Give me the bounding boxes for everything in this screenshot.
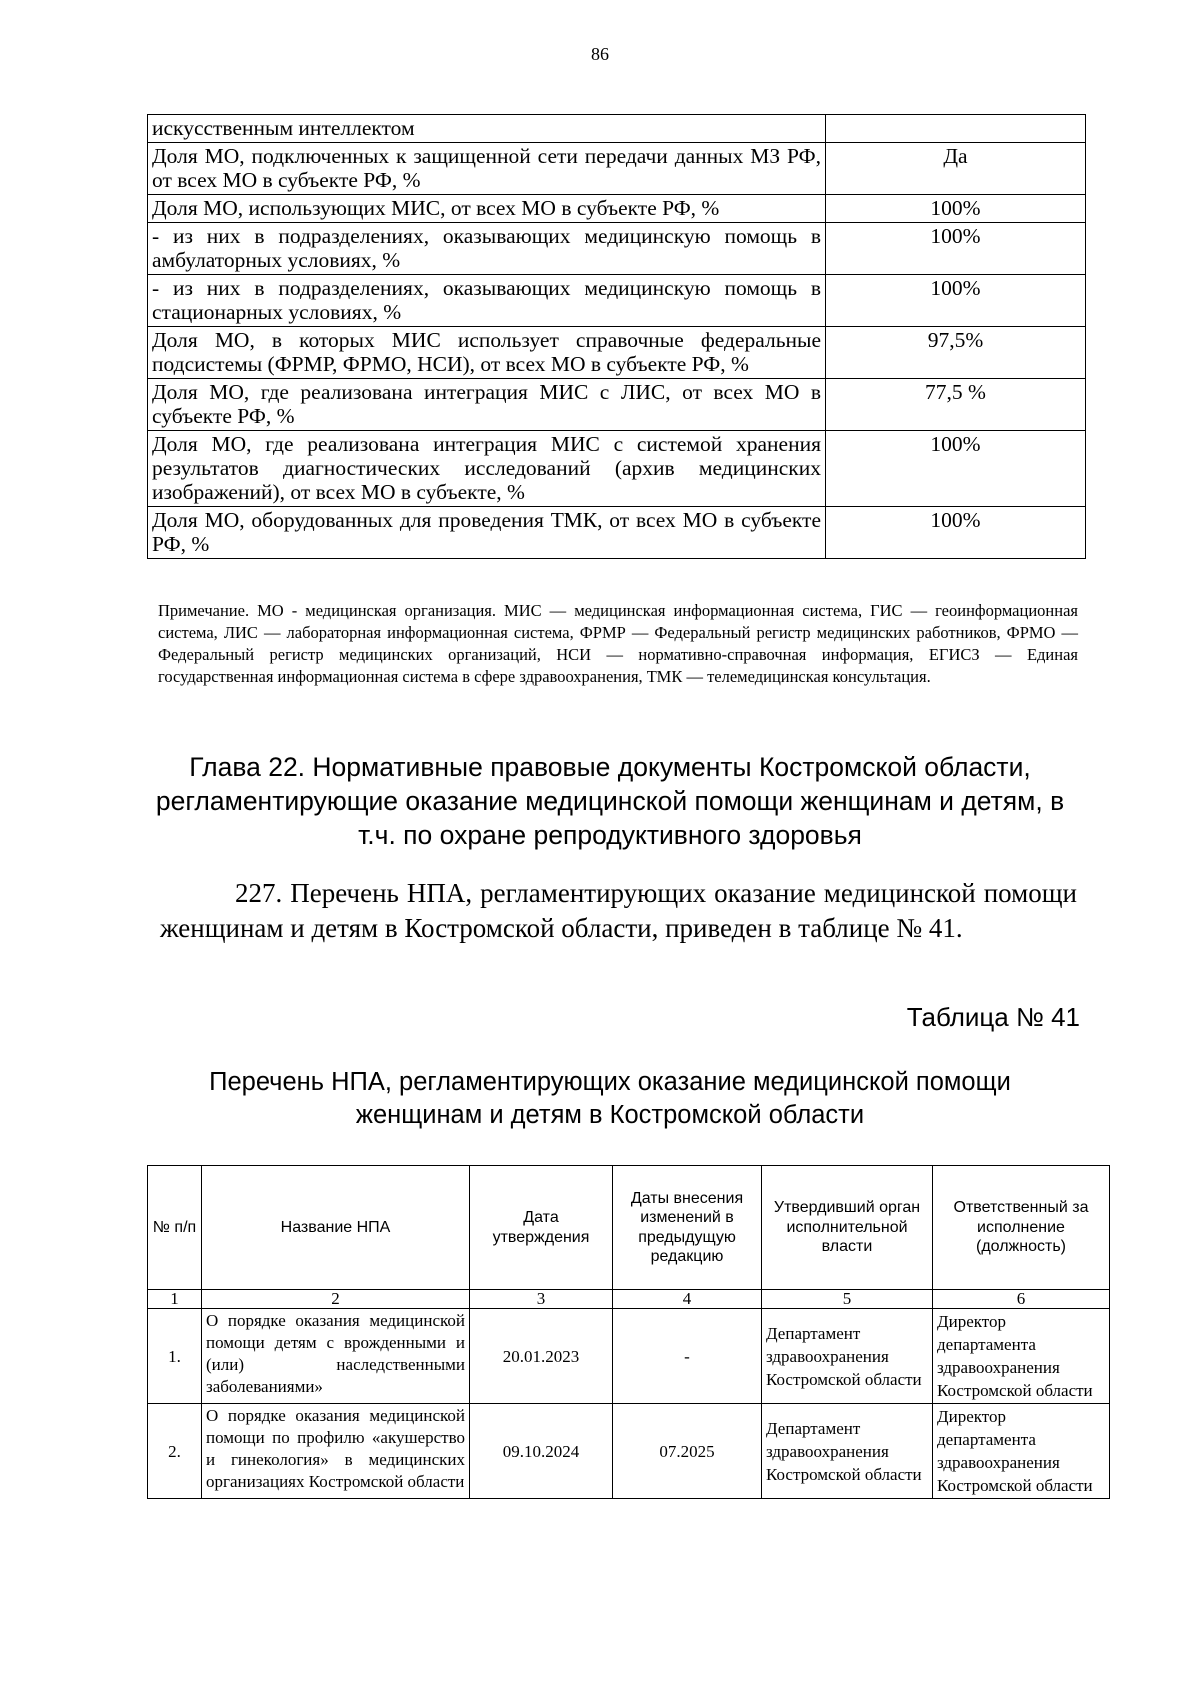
indicator-name: Доля МО, в которых МИС использует справочные федеральные подсистемы (ФРМР, ФРМО, НСИ), от всех МО в субъекте РФ, % [148,327,826,379]
indicator-row [148,431,1086,507]
indicator-row [148,327,1086,379]
indicator-row [148,143,1086,195]
header-row [148,1166,1110,1290]
table-row [148,1404,1110,1499]
indicator-row [148,223,1086,275]
page-number: 86 [591,44,609,64]
indicator-value: 100% [826,431,1086,507]
column-number: 3 [470,1290,613,1309]
indicator-row [148,195,1086,223]
npa-table [147,1165,1110,1499]
indicator-value: 100% [826,223,1086,275]
indicator-name: искусственным интеллектом [148,115,826,143]
indicator-value: 100% [826,507,1086,559]
indicator-name: Доля МО, где реализована интеграция МИС с системой хранения результатов диагностических исследований (архив медицинских изображений), от всех МО в субъекте, % [148,431,826,507]
table-row [148,1309,1110,1404]
chapter-title [150,750,1070,852]
indicator-row [148,379,1086,431]
header-cell-number: № п/п [148,1166,202,1290]
indicator-row [148,275,1086,327]
header-cell-approval-date: Дата утверждения [470,1166,613,1290]
chapter-title-line: регламентирующие оказание медицинской помощи женщинам и детям, в [155,786,1065,816]
row-number: 2. [148,1404,202,1499]
indicators-table [147,114,1086,559]
header-cell-name: Название НПА [202,1166,470,1290]
authority: Департамент здравоохранения Костромской области [762,1404,933,1499]
npa-name: О порядке оказания медицинской помощи по профилю «акушерство и гинекология» в медицинских организациях Костромской области [202,1404,470,1499]
column-number: 4 [613,1290,762,1309]
npa-name: О порядке оказания медицинской помощи детям с врожденными и (или) наследственными заболеваниями» [202,1309,470,1404]
authority: Департамент здравоохранения Костромской области [762,1309,933,1404]
row-number: 1. [148,1309,202,1404]
column-number-row [148,1290,1110,1309]
indicator-name: Доля МО, использующих МИС, от всех МО в субъекте РФ, % [148,195,826,223]
indicator-value: 100% [826,195,1086,223]
indicator-name: - из них в подразделениях, оказывающих медицинскую помощь в стационарных условиях, % [148,275,826,327]
column-number: 2 [202,1290,470,1309]
header-cell-authority: Утвердивший орган исполнительной власти [762,1166,933,1290]
indicator-row [148,507,1086,559]
indicator-name: - из них в подразделениях, оказывающих медицинскую помощь в амбулаторных условиях, % [148,223,826,275]
approval-date: 09.10.2024 [470,1404,613,1499]
column-number: 6 [933,1290,1110,1309]
responsible: Директор департамента здравоохранения Костромской области [933,1404,1110,1499]
indicator-value: 77,5 % [826,379,1086,431]
table-title [150,1066,1070,1132]
indicator-row [148,115,1086,143]
indicator-value: Да [826,143,1086,195]
indicator-name: Доля МО, подключенных к защищенной сети передачи данных МЗ РФ, от всех МО в субъекте РФ, % [148,143,826,195]
header-cell-change-dates: Даты внесения изменений в предыдущую редакцию [613,1166,762,1290]
change-dates: 07.2025 [613,1404,762,1499]
table-title-line: Перечень НПА, регламентирующих оказание медицинской помощи [209,1068,1011,1096]
table-caption: Таблица № 41 [906,1002,1080,1032]
table-title-line: женщинам и детям в Костромской области [355,1101,865,1129]
approval-date: 20.01.2023 [470,1309,613,1404]
indicator-value: 100% [826,275,1086,327]
column-number: 1 [148,1290,202,1309]
indicator-value: 97,5% [826,327,1086,379]
chapter-title-line: т.ч. по охране репродуктивного здоровья [358,820,862,850]
column-number: 5 [762,1290,933,1309]
responsible: Директор департамента здравоохранения Костромской области [933,1309,1110,1404]
paragraph-227: 227. Перечень НПА, регламентирующих оказание медицинской помощи женщинам и детям в Костромской области, приведен в таблице № 41. [160,878,1077,943]
indicator-name: Доля МО, оборудованных для проведения ТМК, от всех МО в субъекте РФ, % [148,507,826,559]
change-dates: - [613,1309,762,1404]
indicator-value [826,115,1086,143]
table-note: Примечание. МО - медицинская организация. МИС — медицинская информационная система, ГИС — геоинформационная система, ЛИС — лабораторная информационная система, ФРМР — Федеральный регистр медицинских работников, ФРМО — Федеральный регистр медицинских организаций, НСИ — нормативно-справочная информация, ЕГИСЗ — Единая государственная информационная система в сфере здравоохранения, ТМК — телемедицинская консультация. [158,601,1078,686]
chapter-title-line: Глава 22. Нормативные правовые документы Костромской области, [189,752,1031,782]
indicator-name: Доля МО, где реализована интеграция МИС с ЛИС, от всех МО в субъекте РФ, % [148,379,826,431]
header-cell-responsible: Ответственный за исполнение (должность) [933,1166,1110,1290]
